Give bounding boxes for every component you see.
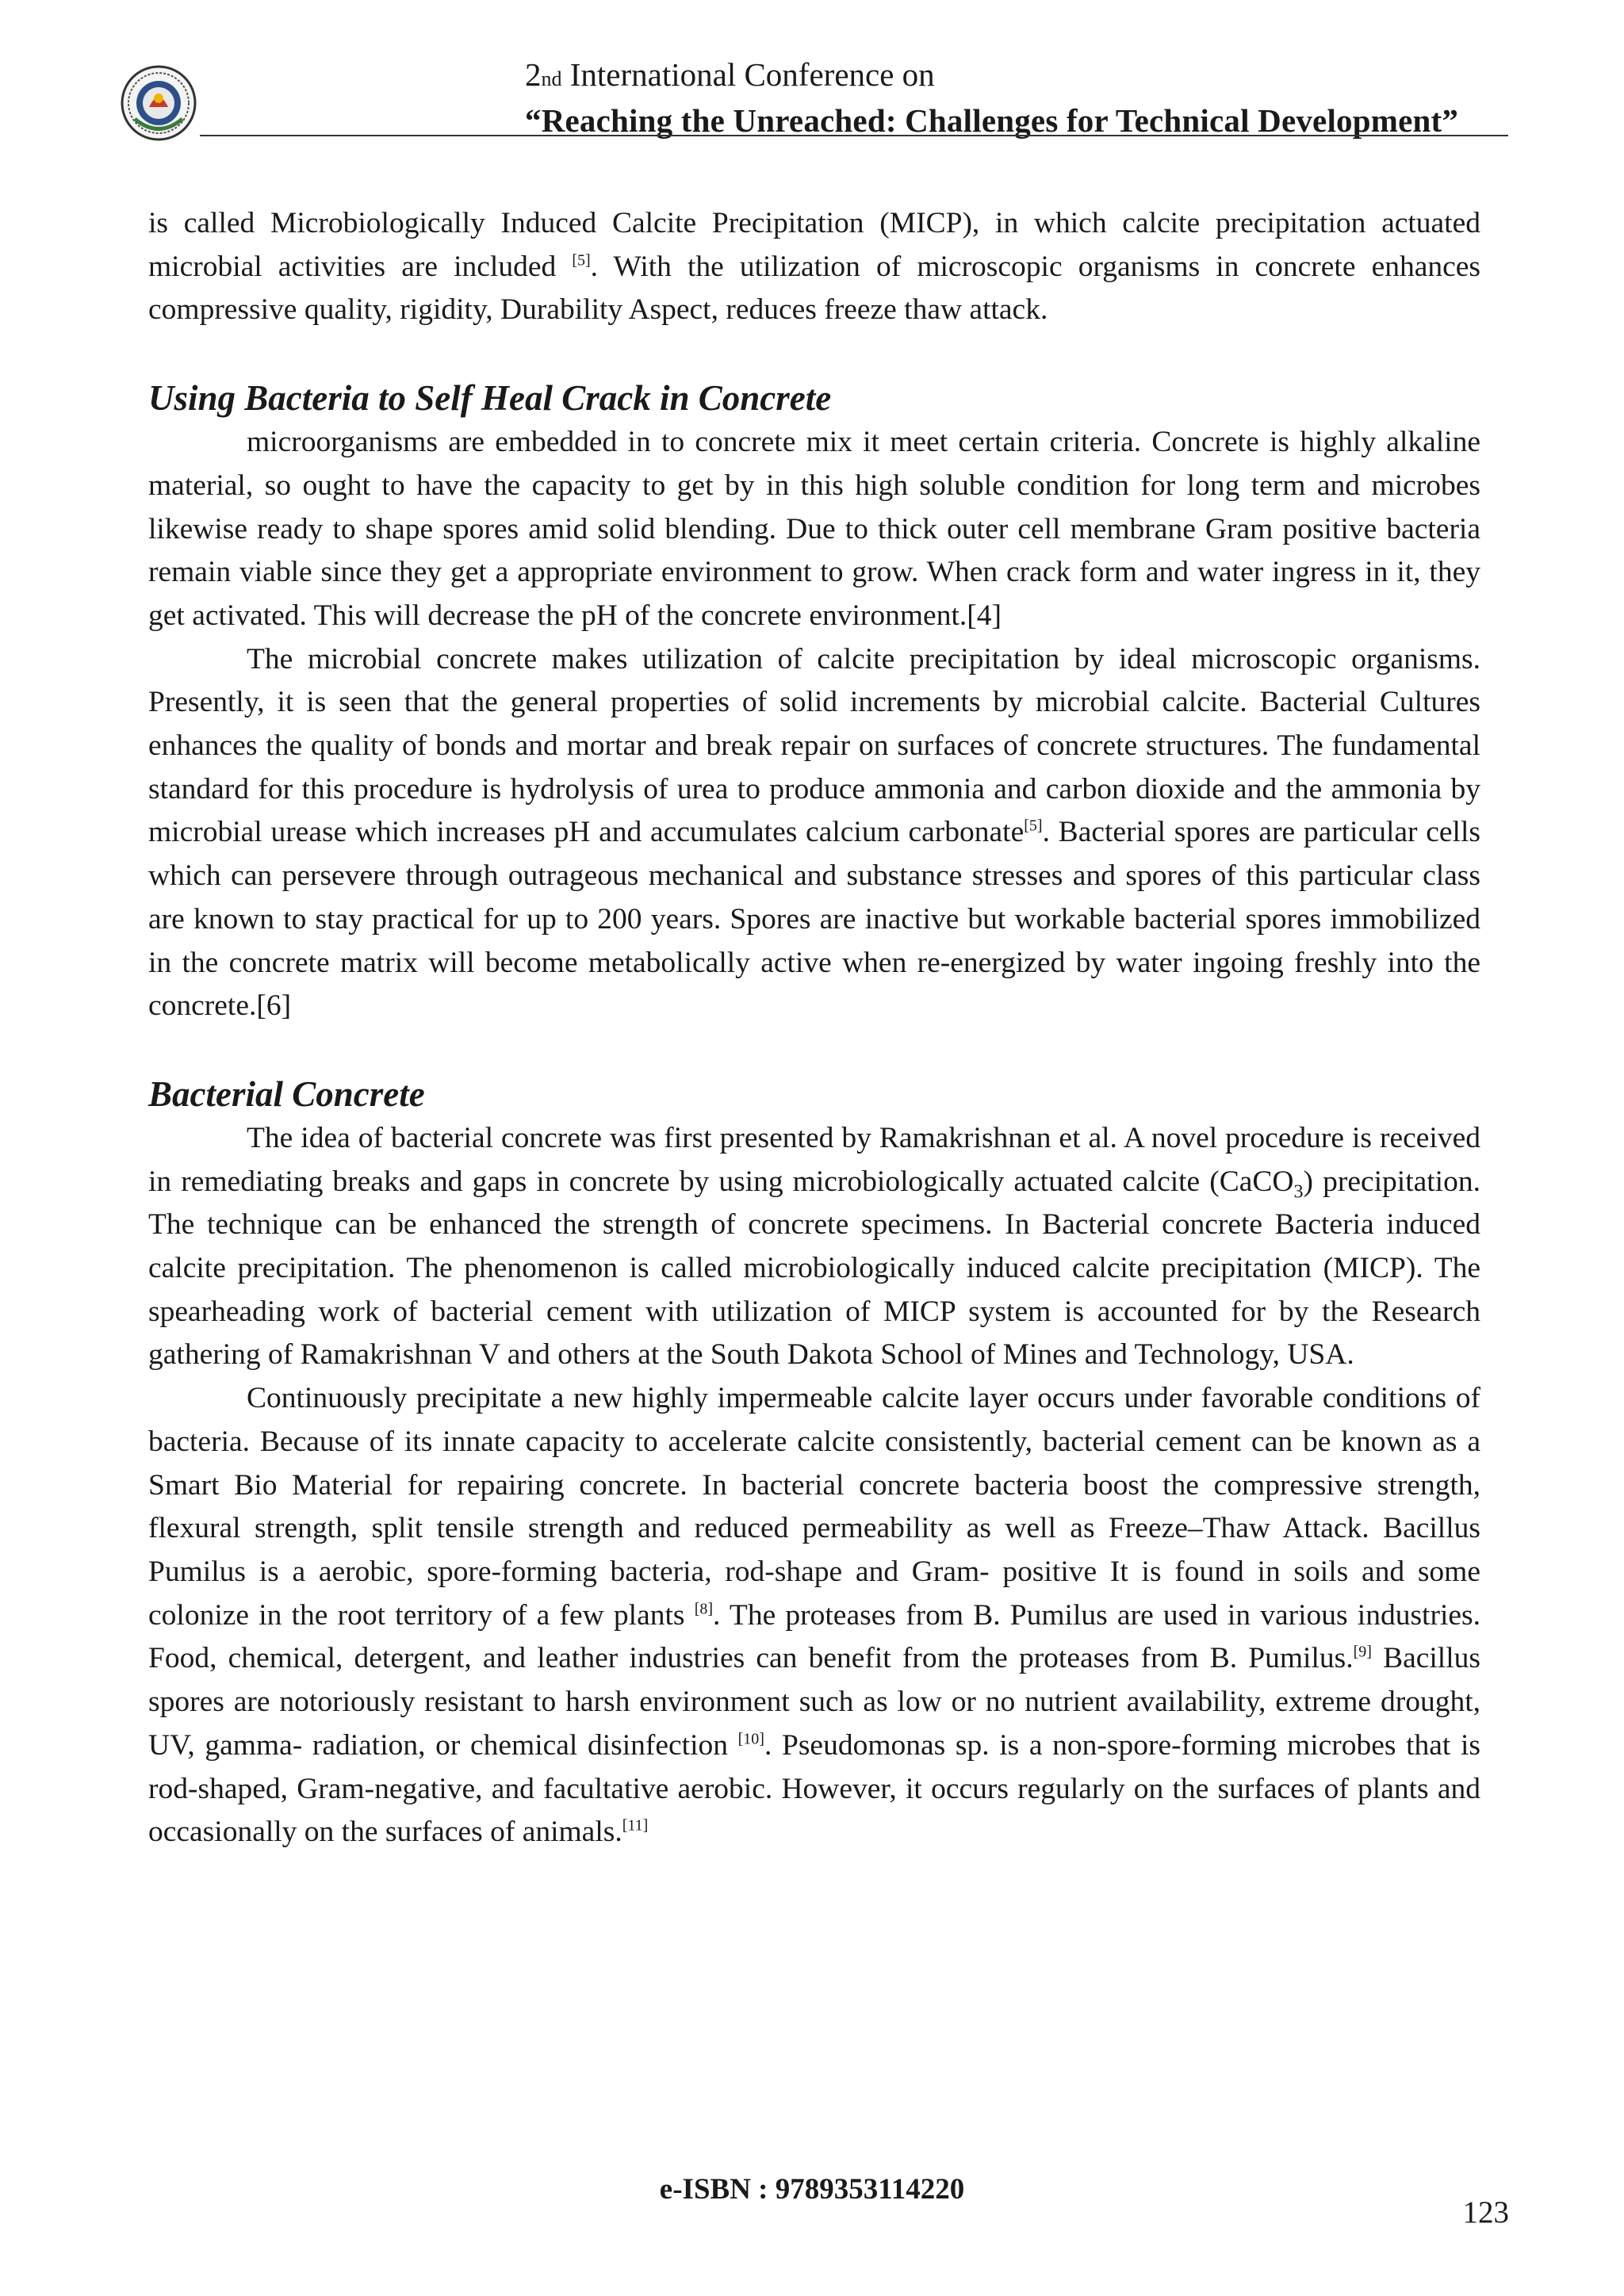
conference-theme: “Reaching the Unreached: Challenges for Technical Development” bbox=[525, 102, 1459, 139]
footer-isbn: e-ISBN : 9789353114220 bbox=[659, 2173, 965, 2206]
citation-ref: [11] bbox=[622, 1816, 649, 1835]
intro-paragraph bbox=[148, 202, 1480, 332]
ordinal-number: 2 bbox=[525, 56, 542, 93]
citation-ref: [5] bbox=[572, 251, 591, 270]
text-run: is called Microbiologically Induced Calcite Precipitation (MICP), in which calcite precipitation actuated microbial activities are included bbox=[148, 207, 1480, 283]
text-run: . Pseudomonas sp. is a non-spore-forming microbes that is rod-shaped, Gram-negative, and facultative aerobic. However, it occurs regularly on the surfaces of plants and occasionally on the surfaces of animals. bbox=[148, 1728, 1480, 1849]
section-heading-bacterial-concrete: Bacterial Concrete bbox=[148, 1073, 425, 1114]
section2-paragraph1 bbox=[148, 1117, 1480, 1377]
citation-ref: [8] bbox=[694, 1600, 714, 1618]
text-run: The microbial concrete makes utilization of calcite precipitation by ideal microscopic organisms. Presently, it is seen that the general properties of solid increments by microbial calcite. Bacterial Cultures enhances the quality of bonds and mortar and break repair on surfaces of concrete structures. The fundamental standard for this procedure is hydrolysis of urea to produce ammonia and carbon dioxide and the ammonia by microbial urease which increases pH and accumulates calcium carbonate bbox=[148, 642, 1480, 849]
text-run: . Bacterial spores are particular cells which can persevere through outrageous mechanical and substance stresses and spores of this particular class are known to stay practical for up to 200 years. Spores are inactive but workable bacterial spores immobilized in the concrete matrix will become metabolically active when re-energized by water ingoing freshly into the concrete.[6] bbox=[148, 816, 1480, 1023]
section1-paragraph1: microorganisms are embedded in to concrete mix it meet certain criteria. Concrete is highly alkaline material, so ought to have the capacity to get by in this high soluble condition for long term and microbes likewise ready to shape spores amid solid blending. Due to thick outer cell membrane Gram positive bacteria remain viable since they get a appropriate environment to grow. When crack form and water ingress in it, they get activated. This will decrease the pH of the concrete environment.[4] bbox=[148, 426, 1480, 632]
text-run: The idea of bacterial concrete was first presented by Ramakrishnan et al. A novel procedure is received in remediating breaks and gaps in concrete by using microbiologically actuated calcite (CaCO bbox=[148, 1121, 1480, 1198]
subscript: 3 bbox=[1293, 1181, 1304, 1203]
citation-ref: [9] bbox=[1353, 1643, 1372, 1661]
text-run: ) precipitation. The technique can be enhanced the strength of concrete specimens. In Bacterial concrete Bacteria induced calcite precipitation. The phenomenon is called microbiologically induced calcite precipitation (MICP). The spearheading work of bacterial cement with utilization of MICP system is accounted for by the Research gathering of Ramakrishnan V and others at the South Dakota School of Mines and Technology, USA. bbox=[148, 1165, 1480, 1372]
conference-logo-icon bbox=[119, 63, 198, 143]
citation-ref: [5] bbox=[1024, 817, 1043, 835]
citation-ref: [10] bbox=[737, 1730, 764, 1748]
text-run: Bacillus spores are notoriously resistant to harsh environment such as low or no nutrient availability, extreme drought, UV, gamma- radiation, or chemical disinfection bbox=[148, 1642, 1480, 1762]
section2-paragraph2 bbox=[148, 1377, 1480, 1854]
page-number: 123 bbox=[1462, 2195, 1509, 2229]
section-heading-self-heal: Using Bacteria to Self Heal Crack in Concrete bbox=[148, 378, 832, 419]
ordinal-suffix: nd bbox=[541, 67, 562, 90]
conference-title-text: International Conference on bbox=[561, 56, 935, 93]
section1-paragraph2 bbox=[148, 638, 1480, 1028]
text-run: . With the utilization of microscopic organisms in concrete enhances compressive quality, rigidity, Durability Aspect, reduces freeze thaw attack. bbox=[148, 250, 1480, 327]
header-divider bbox=[200, 135, 1508, 136]
text-run: Continuously precipitate a new highly impermeable calcite layer occurs under favorable conditions of bacteria. Because of its innate capacity to accelerate calcite consistently, bacterial cement can be known as a Smart Bio Material for repairing concrete. In bacterial concrete bacteria boost the compressive strength, flexural strength, split tensile strength and reduced permeability as well as Freeze–Thaw Attack. Bacillus Pumilus is a aerobic, spore-forming bacteria, rod-shape and Gram- positive It is found in soils and some colonize in the root territory of a few plants bbox=[148, 1382, 1480, 1632]
conference-title bbox=[525, 54, 1508, 141]
text-run: . The proteases from B. Pumilus are used in various industries. Food, chemical, detergent, and leather industries can benefit from the proteases from B. Pumilus. bbox=[148, 1598, 1480, 1675]
page-header bbox=[119, 52, 1508, 140]
page-content bbox=[148, 202, 1480, 1854]
conference-title-line1 bbox=[525, 54, 1508, 100]
